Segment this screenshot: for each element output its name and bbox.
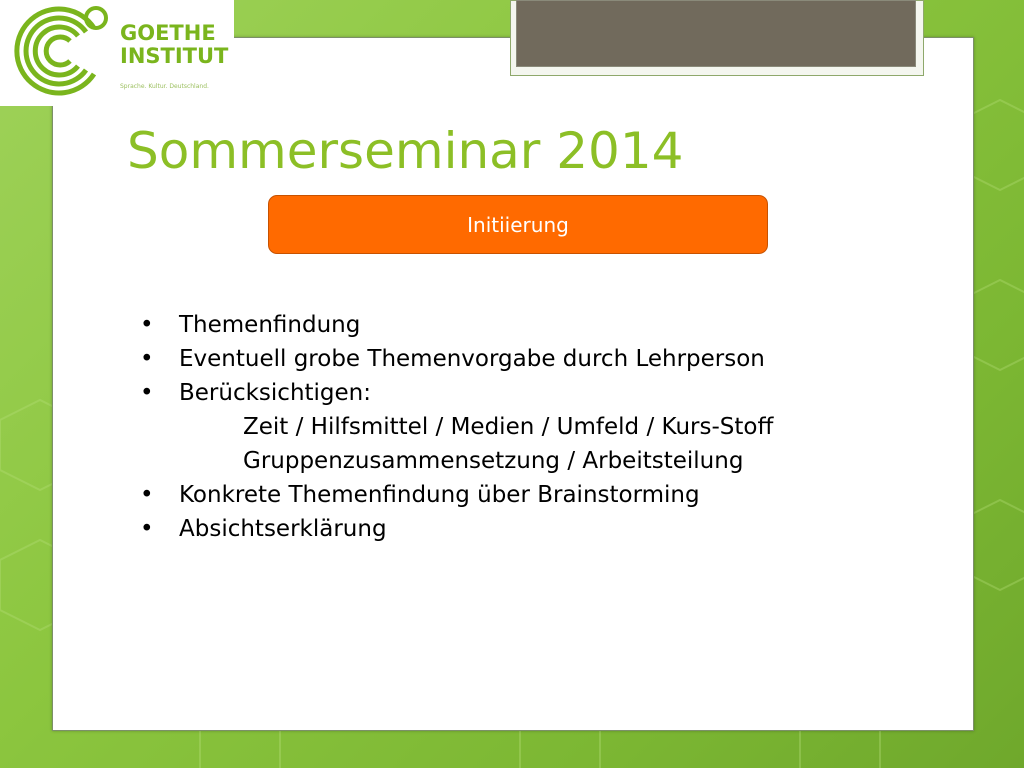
list-item-text: Themenfindung [179,312,361,338]
goethe-institut-logo [0,0,234,106]
bullet-marker: • [140,312,154,338]
logo-line-1: GOETHE [120,21,216,45]
logo-tagline: Sprache. Kultur. Deutschland. [120,83,209,90]
list-item-text: Absichtserklärung [179,516,387,542]
slide-title: Sommerseminar 2014 [127,122,684,180]
list-item-text: Gruppenzusammensetzung / Arbeitsteilung [243,448,744,474]
bullet-marker: • [140,346,154,372]
list-item-text: Konkrete Themenfindung über Brainstorming [179,482,700,508]
header-photo [516,0,916,67]
bullet-marker: • [140,516,154,542]
list-item-text: Berücksichtigen: [179,380,372,406]
goethe-circles-icon [6,4,110,102]
bullet-marker: • [140,482,154,508]
bullet-marker: • [140,380,154,406]
logo-line-2: INSTITUT [120,44,229,68]
logo-wordmark [120,22,228,68]
list-item-text: Zeit / Hilfsmittel / Medien / Umfeld / Kurs-Stoff [243,414,774,440]
list-item-text: Eventuell grobe Themenvorgabe durch Lehrperson [179,346,765,372]
phase-label-box: Initiierung [268,195,768,254]
